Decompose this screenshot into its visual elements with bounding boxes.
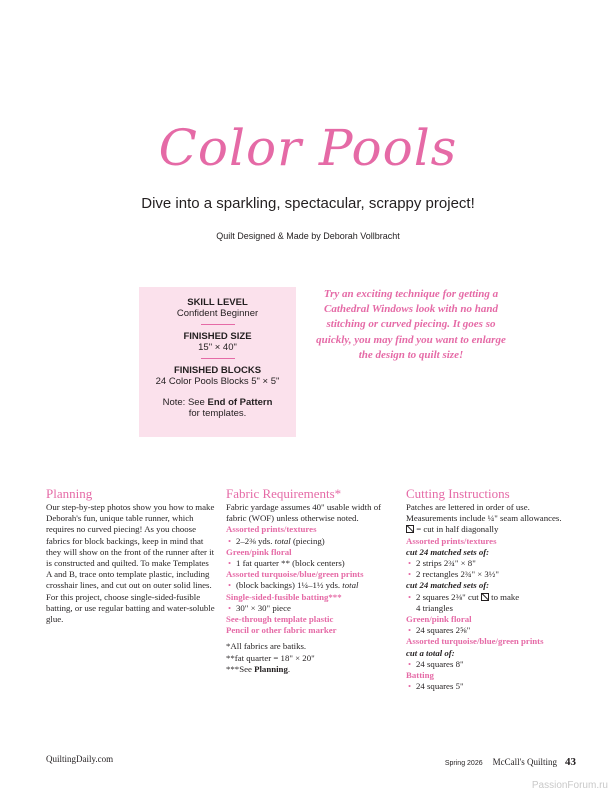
fabric-turquoise-heading: Assorted turquoise/blue/green prints: [226, 569, 364, 580]
cutting-green-heading: Green/pink floral: [406, 614, 472, 625]
cutting-intro: Patches are lettered in order of use. Measurements include ¼" seam allowances.: [406, 502, 562, 524]
planning-heading: Planning: [46, 486, 93, 501]
divider: [201, 358, 235, 359]
skill-level-value: Confident Beginner: [176, 308, 259, 319]
fabric-batting-heading: Single-sided-fusible batting***: [226, 591, 342, 602]
fabric-assorted-item: • 2–2⅜ yds. total (piecing): [226, 536, 398, 547]
issue-date: Spring 2026: [444, 760, 483, 767]
teaser-text: Try an exciting technique for getting a Cathedral Windows look with no hand stitching or curved piecing. It goes so quickly, you may find you want to enlarge the design to quilt size!: [316, 288, 506, 361]
fabric-marker-heading: Pencil or other fabric marker: [226, 625, 337, 636]
cutting-item-continued: 4 triangles: [416, 602, 453, 613]
fabric-green-heading: Green/pink floral: [226, 546, 292, 557]
cutting-instructions-heading: Cutting Instructions: [406, 486, 510, 501]
end-of-pattern-link: End of Pattern: [207, 397, 273, 408]
cutting-item: • 24 squares 2⅝": [406, 625, 578, 636]
cutting-item: • 2 rectangles 2¾" × 3½": [406, 569, 578, 580]
fabric-assorted-heading: Assorted prints/textures: [226, 524, 317, 535]
cut-diagonal-icon: [481, 593, 489, 601]
finished-size-heading: FINISHED SIZE: [183, 331, 252, 342]
cutting-batting-heading: Batting: [406, 670, 434, 681]
cutting-sets-heading: cut 24 matched sets of:: [406, 580, 490, 591]
cutting-sets-heading: cut 24 matched sets of:: [406, 546, 490, 557]
cutting-instructions-section: [406, 485, 578, 692]
fabric-intro: Fabric yardage assumes 40" usable width of fabric (WOF) unless otherwise noted.: [226, 502, 382, 524]
skill-level-heading: SKILL LEVEL: [187, 297, 248, 308]
fabric-requirements-section: [226, 485, 398, 675]
fabric-batting-item: • 30" × 30" piece: [226, 603, 398, 614]
finished-size-value: 15" × 40": [198, 342, 237, 353]
cutting-item: • 24 squares 8": [406, 659, 578, 670]
cutting-assorted-heading: Assorted prints/textures: [406, 535, 497, 546]
cutting-total-heading: cut a total of:: [406, 647, 455, 658]
divider: [201, 324, 235, 325]
cutting-turquoise-heading: Assorted turquoise/blue/green prints: [406, 636, 544, 647]
fabric-plastic-heading: See-through template plastic: [226, 614, 334, 625]
footnote-batiks: *All fabrics are batiks.: [226, 641, 307, 652]
subtitle: Dive into a sparkling, spectacular, scrappy project!: [141, 195, 475, 212]
page-title: Color Pools: [158, 119, 458, 177]
cutting-item: • 2 strips 2¾" × 8": [406, 558, 578, 569]
footnote-fat-quarter: **fat quarter = 18" × 20": [226, 652, 315, 663]
planning-body: Our step-by-step photos show you how to make Deborah's fun, unique table runner, which requires no curved piecing! As you choose fabrics for block backings, keep in mind that they will show on the front of the runner after it is constructed and quilted. To make Templates A and B, trace onto template plastic, including crosshair lines, and cut out on outer solid lines. For this project, choose single-sided-fusible batting, or use regular batting and water-soluble glue.: [46, 502, 215, 625]
designer-credit: Quilt Designed & Made by Deborah Vollbracht: [216, 231, 400, 241]
watermark: PassionForum.ru: [531, 780, 608, 791]
fabric-requirements-heading: Fabric Requirements*: [226, 486, 342, 501]
cutting-item: • 24 squares 5": [406, 681, 578, 692]
fabric-green-item: • 1 fat quarter ** (block centers): [226, 558, 398, 569]
magazine-name: McCall's Quilting: [492, 757, 557, 767]
cut-diagonal-icon: [406, 525, 414, 533]
cutting-item: • 2 squares 2⅜" cut to make: [406, 592, 578, 603]
cut-diagonal-legend: = cut in half diagonally: [406, 524, 578, 535]
finished-blocks-value: 24 Color Pools Blocks 5" × 5": [155, 376, 280, 387]
planning-section: [46, 485, 216, 625]
page-number: 43: [565, 756, 576, 768]
finished-blocks-heading: FINISHED BLOCKS: [173, 365, 262, 376]
project-info-box: [139, 287, 296, 437]
fabric-turquoise-item: • (block backings) 1¼–1½ yds. total: [226, 580, 398, 591]
templates-note: Note: See End of Pattern for templates.: [162, 397, 273, 419]
footer-website: QuiltingDaily.com: [46, 754, 114, 764]
footer-folio: [445, 752, 576, 770]
footnote-planning: ***See Planning.: [226, 663, 291, 674]
